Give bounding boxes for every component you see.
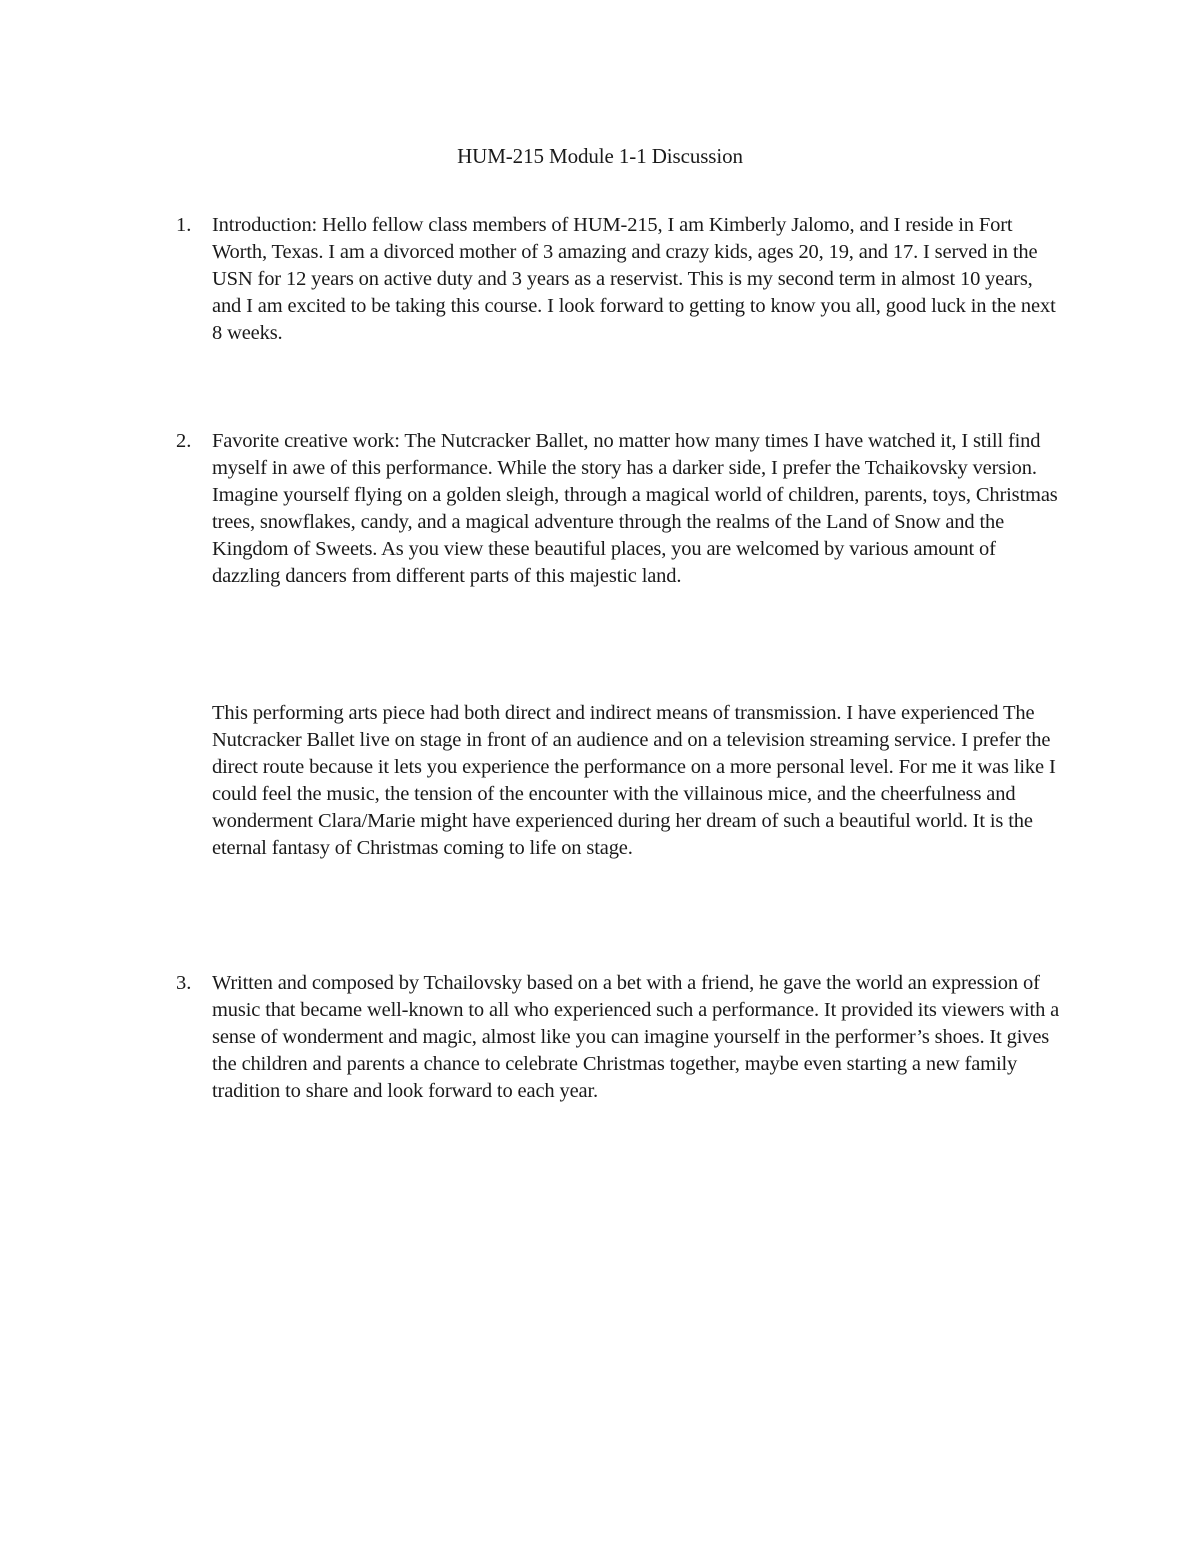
list-item-number: 1. bbox=[176, 214, 192, 236]
list-item-number: 2. bbox=[176, 430, 192, 452]
transmission-paragraph: This performing arts piece had both direct and indirect means of transmission. I have experienced The Nutcracker Ballet live on stage in front of an audience and on a television streaming service. I prefer the direct route because it lets you experience the performance on a more personal level. For me it was like I could feel the music, the tension of the encounter with the villainous mice, and the cheerfulness and wonderment Clara/Marie might have experienced during her dream of such a beautiful world. It is the eternal fantasy of Christmas coming to life on stage. bbox=[212, 702, 1056, 859]
composition-text: Written and composed by Tchailovsky based on a bet with a friend, he gave the world an expression of music that became well-known to all who experienced such a performance. It provided its viewers with a sense of wonderment and magic, almost like you can imagine yourself in the performer’s shoes. It gives the children and parents a chance to celebrate Christmas together, maybe even starting a new family tradition to share and look forward to each year. bbox=[212, 972, 1060, 1102]
favorite-creative-work-text: Favorite creative work: The Nutcracker Ballet, no matter how many times I have watched it, I still find myself in awe of this performance. While the story has a darker side, I prefer the Tchaikovsky version. Imagine yourself flying on a golden sleigh, through a magical world of children, parents, toys, Christmas trees, snowflakes, candy, and a magical adventure through the realms of the Land of Snow and the Kingdom of Sweets. As you view these beautiful places, you are welcomed by various amount of dazzling dancers from different parts of this majestic land. bbox=[212, 430, 1058, 587]
document-title: HUM-215 Module 1-1 Discussion bbox=[457, 144, 743, 168]
list-item-number: 3. bbox=[176, 972, 192, 994]
introduction-text: Introduction: Hello fellow class members of HUM-215, I am Kimberly Jalomo, and I reside in Fort Worth, Texas. I am a divorced mother of 3 amazing and crazy kids, ages 20, 19, and 17. I served in the USN for 12 years on active duty and 3 years as a reservist. This is my second term in almost 10 years, and I am excited to be taking this course. I look forward to getting to know you all, good luck in the next 8 weeks. bbox=[212, 214, 1056, 344]
